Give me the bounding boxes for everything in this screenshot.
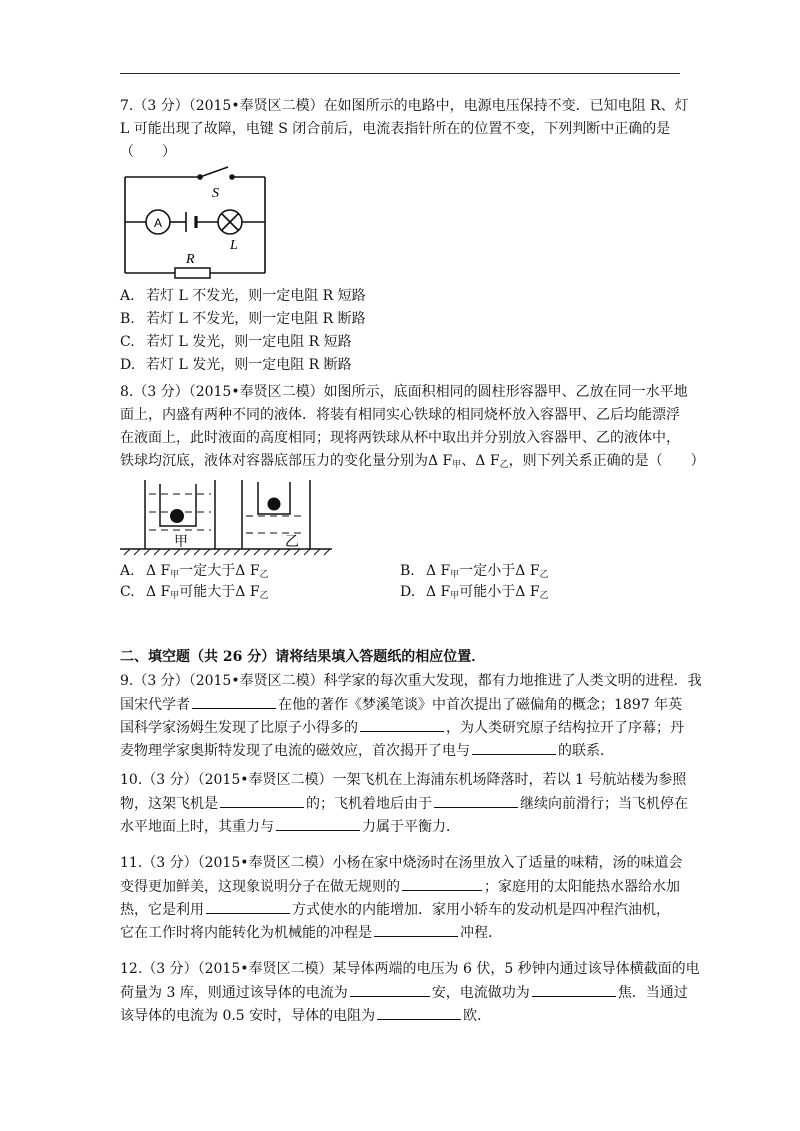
q9-blank-1[interactable] [192, 694, 276, 709]
q7-option-b[interactable]: B. 若灯 L 不发光，则一定电阻 R 断路 [120, 311, 366, 327]
q9-blank-2[interactable] [360, 717, 444, 732]
q7-option-a[interactable]: A. 若灯 L 不发光，则一定电阻 R 短路 [120, 288, 366, 304]
q12-blank-3[interactable] [377, 1005, 461, 1020]
q7-option-c[interactable]: C. 若灯 L 发光，则一定电阻 R 短路 [120, 334, 352, 350]
q8-stem-line-2: 面上，内盛有两种不同的液体．将装有相同实心铁球的相同烧杯放入容器甲、乙后均能漂浮 [120, 407, 680, 423]
q10-line-3: 水平地面上时，其重力与 力属于平衡力． [120, 816, 460, 836]
iron-ball-yi [268, 498, 281, 511]
q12-blank-2[interactable] [532, 982, 616, 997]
q9-blank-3[interactable] [472, 740, 556, 755]
containers-figure [120, 476, 335, 561]
q8-stem-line-1: 8.（3 分）（2015•奉贤区二模）如图所示，底面积相同的圆柱形容器甲、乙放在同一水平地 [120, 384, 688, 400]
q7-option-d[interactable]: D. 若灯 L 发光，则一定电阻 R 断路 [120, 357, 352, 373]
resistor-label: R [186, 252, 195, 267]
ammeter-label: A [153, 216, 163, 230]
section-2-heading: 二、填空题（共 26 分）请将结果填入答题纸的相应位置． [120, 649, 486, 665]
q9-line-3: 国科学家汤姆生发现了比原子小得多的 ，为人类研究原子结构拉开了序幕；丹 [120, 717, 684, 737]
q8-option-c[interactable]: C. Δ $F_甲$可能大于Δ $F_乙$ [120, 584, 269, 601]
container-yi [242, 480, 310, 549]
resistor-symbol [175, 268, 210, 278]
q10-line-2: 物，这架飞机是 的；飞机着地后由于 继续向前滑行；当飞机停在 [120, 793, 688, 813]
q11-line-1: 11.（3 分）（2015•奉贤区二模）小杨在家中烧汤时在汤里放入了适量的味精，汤的味道会 [120, 855, 683, 871]
header-rule [120, 73, 680, 74]
q12-line-3: 该导体的电流为 0.5 安时，导体的电阻为 欧． [120, 1005, 491, 1025]
switch-symbol [198, 167, 234, 179]
q8-stem-line-3: 在液面上，此时液面的高度相同；现将两铁球从杯中取出并分别放入容器甲、乙的液体中， [120, 430, 680, 446]
q9-line-4: 麦物理学家奥斯特发现了电流的磁效应，首次揭开了电与 的联系． [120, 740, 614, 760]
q8-option-d[interactable]: D. Δ $F_甲$可能小于Δ $F_乙$ [400, 584, 549, 601]
label-jia: 甲 [174, 534, 188, 550]
q11-blank-2[interactable] [206, 899, 290, 914]
q10-blank-3[interactable] [276, 816, 360, 831]
q8-option-a[interactable]: A. Δ $F_甲$一定大于Δ $F_乙$ [120, 563, 269, 580]
q7-stem-line-1: 7.（3 分）（2015•奉贤区二模）在如图所示的电路中，电源电压保持不变．已知电阻 R、灯 [120, 98, 689, 114]
q10-blank-1[interactable] [220, 793, 304, 808]
q10-line-1: 10.（3 分）（2015•奉贤区二模）一架飞机在上海浦东机场降落时，若以 1 号航站楼为参照 [120, 772, 687, 788]
q11-blank-3[interactable] [374, 922, 458, 937]
q12-line-2: 荷量为 3 库，则通过该导体的电流为 安，电流做功为 焦．当通过 [120, 982, 688, 1002]
q9-line-2: 国宋代学者 在他的著作《梦溪笔谈》中首次提出了磁偏角的概念；1897 年英 [120, 694, 682, 714]
q7-stem-line-2: L 可能出现了故障，电键 S 闭合前后，电流表指针所在的位置不变，下列判断中正确的是 [120, 121, 671, 137]
q12-line-1: 12.（3 分）（2015•奉贤区二模）某导体两端的电压为 6 伏，5 秒钟内通过该导体横截面的电 [120, 961, 700, 977]
q11-line-2: 变得更加鲜美，这现象说明分子在做无规则的 ；家庭用的太阳能热水器给水加 [120, 876, 680, 896]
circuit-diagram [120, 165, 270, 280]
switch-label: S [212, 186, 219, 201]
q11-line-4: 它在工作时将内能转化为机械能的冲程是 冲程． [120, 922, 502, 942]
q11-blank-1[interactable] [402, 876, 482, 891]
lamp-label: L [230, 238, 238, 253]
iron-ball-jia [170, 509, 184, 523]
q12-blank-1[interactable] [350, 982, 430, 997]
q11-line-3: 热，它是利用 方式使水的内能增加．家用小轿车的发动机是四冲程汽油机， [120, 899, 670, 919]
q8-stem-line-4: 铁球均沉底，液体对容器底部压力的变化量分别为Δ $F_甲$、Δ $F_乙$，则下列关系正确的是（ ） [120, 453, 705, 470]
lamp-symbol [218, 210, 242, 234]
q8-option-b[interactable]: B. Δ $F_甲$一定小于Δ $F_乙$ [400, 563, 549, 580]
q9-line-1: 9.（3 分）（2015•奉贤区二模）科学家的每次重大发现，都有力地推进了人类文明的进程．我 [120, 673, 702, 689]
q7-stem-line-3: （ ） [120, 144, 176, 160]
label-yi: 乙 [285, 534, 299, 550]
q10-blank-2[interactable] [434, 793, 518, 808]
battery-symbol [186, 212, 196, 232]
